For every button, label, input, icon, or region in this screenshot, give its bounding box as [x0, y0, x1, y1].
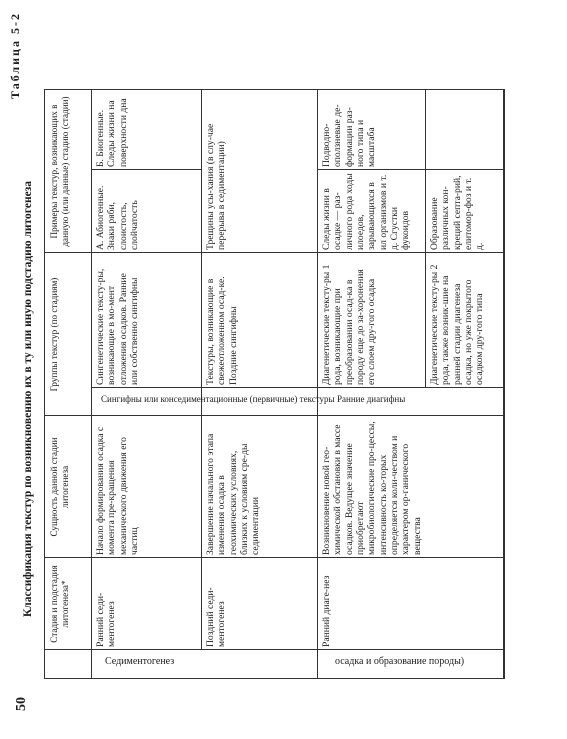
r2-example: Трещины усы-хания (в слу-чае перерыва в седиментации) [205, 123, 228, 250]
table-title: Классификация текстур по возникновению их в ту или иную подстадию литогенеза [22, 180, 34, 618]
header-stage: Стадия и подстадия литогенеза* [49, 565, 70, 643]
r3-example-2: Образование различных кон-креций септа-рий, елитомор-фоз и т. д. [429, 175, 486, 250]
r3-stage: Ранний диаге-нез [321, 575, 332, 647]
r3-example-1: Следы жизни в осадке — раз-личного рода ходы илоедов, зарывающихся в ил организмов и т. д. Сгустки фукоидов [321, 173, 412, 250]
r2-essence: Завершение начального этапа изменения осадка в геохимических условиях, близких к условиям сре-ды седиментации [205, 433, 262, 555]
side-label-syngenetic: Сингифны или конседиментационные (первичные) текстуры [101, 394, 335, 404]
header-examples: Примеры текстур, возникающих в данную (или данные) стадию (стадии) [49, 96, 70, 247]
r3-group-1: Диагенетические тексту-ры 1 рода, возникающие при преобразовании осад-ка в породу еще до за-хоронения его слоем дру-гого осадка [321, 264, 378, 385]
header-essence: Сущность данной стадии литогенеза [49, 437, 70, 537]
r3-example-3: Подводно-оползневые де-формации раз-ного типа и масштаба [321, 104, 378, 167]
r2-group: Текстуры, возникающие в свежеотложенном осад-ке. Поздние сингифны [205, 276, 239, 385]
r1-group: Сингенетические тексту-ры, возникающие в мо-мент отложения осадков. Ранние или собственно сингифны [95, 268, 140, 385]
r1-example-b: Б. Биогенные. Следы жизни на поверхности дна [95, 98, 129, 167]
r3-essence: Возникновение новой гео-химической обстановки в массе осадков. Ведущее значение приобретают микробиологические про-цессы, интенсивность ко-торых определяется коли-чеством и характером ор-ганического вещества [321, 421, 423, 555]
side-label-early-diagenetic: Ранние диагифны [337, 394, 406, 404]
table-label: Таблица 5-2 [8, 12, 22, 99]
row-line-2 [317, 90, 318, 678]
classification-table [44, 89, 504, 679]
continuation-line [504, 89, 505, 679]
r1-stage: Ранний седи-ментогенез [95, 592, 118, 647]
page-number: 50 [14, 697, 29, 711]
r3-group-2: Диагенетические тексту-ры 2 рода, также возник-шие на ранней стадии диагенеза осадка, но уже покрытого осадком дру-гого типа [429, 264, 486, 385]
header-groups: Группы текстур (по стадиям) [49, 277, 59, 392]
ex-split-3b [425, 170, 426, 253]
r2-stage: Поздний седи-ментогенез [205, 587, 228, 647]
row-line-1 [201, 90, 202, 650]
header-divider [91, 90, 92, 678]
r1-example-a: А. Абиогенные. Знаки ряби, слоистость, слойчатость [95, 185, 140, 250]
r1-essence: Начало формирования осадка с момента пре-кращения механического движения его частиц [95, 426, 140, 555]
side-label-sedimentogenesis: Седиментогенез [105, 656, 175, 667]
side-label-diagenesis: осадка и образование породы) [335, 656, 465, 667]
